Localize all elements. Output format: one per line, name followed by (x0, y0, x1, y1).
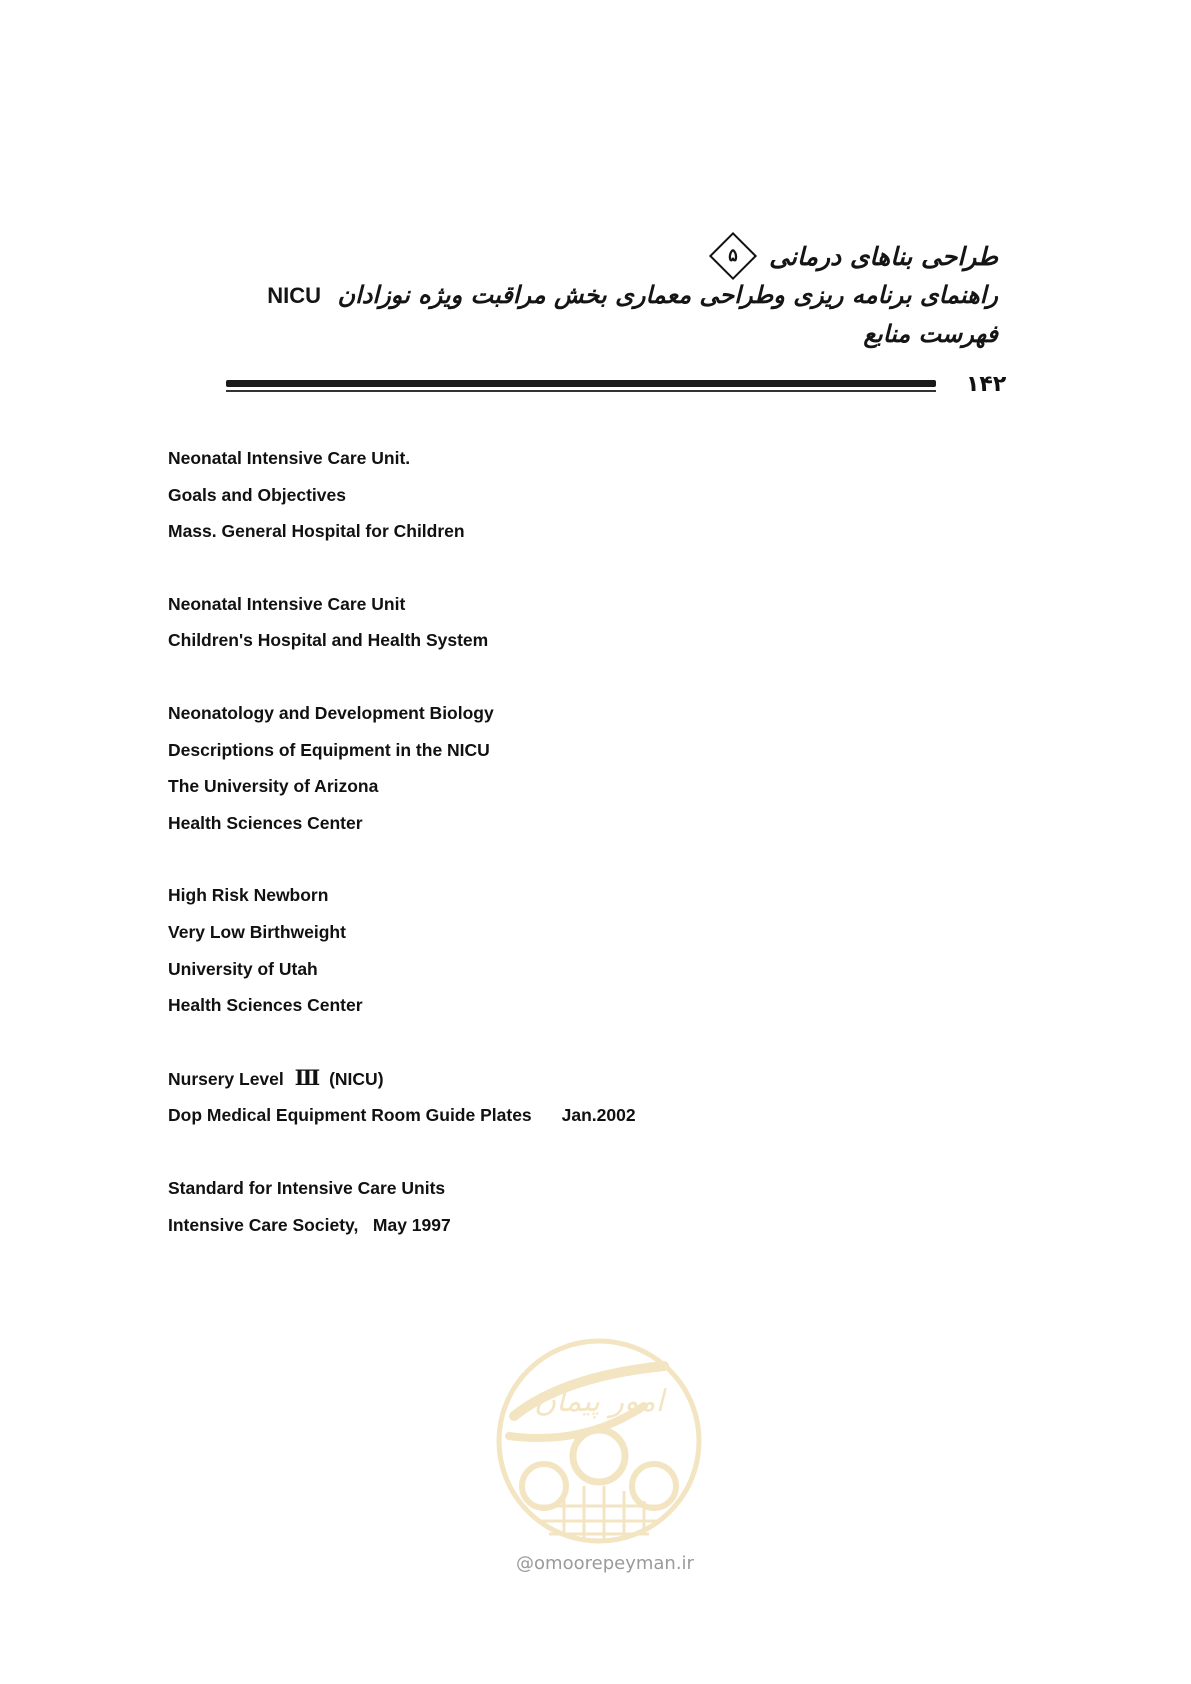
reference-line: Descriptions of Equipment in the NICU (168, 739, 490, 760)
reference-list (168, 440, 868, 1279)
reference-entry (168, 695, 868, 841)
reference-line: Goals and Objectives (168, 484, 346, 505)
reference-line-equipment (168, 1097, 868, 1134)
reference-line: Standard for Intensive Care Units (168, 1177, 446, 1198)
page-number: ۱۴۲ (966, 372, 1007, 397)
reference-entry (168, 1170, 868, 1243)
reference-line: Health Sciences Center (168, 812, 363, 833)
volume-badge (709, 231, 757, 279)
reference-entry (168, 440, 868, 550)
reference-entry (168, 1060, 868, 1134)
volume-number: ۵ (728, 244, 739, 266)
watermark-logo-icon (494, 1336, 704, 1566)
series-title-line (267, 238, 998, 276)
series-title: طراحی بناهای درمانی (769, 242, 998, 271)
reference-line: High Risk Newborn (168, 885, 329, 906)
nursery-suffix: (NICU) (329, 1068, 384, 1089)
equipment-date: Jan.2002 (561, 1105, 636, 1126)
watermark-site: @omoorepeyman.ir (516, 1553, 694, 1574)
reference-line: Health Sciences Center (168, 995, 363, 1016)
nursery-level: Ⅲ (294, 1064, 321, 1090)
reference-entry (168, 877, 868, 1023)
equipment-title: Dop Medical Equipment Room Guide Plates (168, 1105, 532, 1126)
reference-line: Intensive Care Society, May 1997 (168, 1214, 451, 1235)
reference-line-nursery (168, 1060, 868, 1098)
nursery-prefix: Nursery Level (168, 1068, 284, 1089)
reference-line: University of Utah (168, 958, 318, 979)
reference-entry (168, 586, 868, 659)
page-header (267, 238, 998, 353)
header-divider-thin (226, 390, 936, 392)
book-title-line (267, 276, 998, 315)
header-divider (226, 380, 936, 387)
reference-line: Mass. General Hospital for Children (168, 521, 465, 542)
reference-line: The University of Arizona (168, 776, 379, 797)
watermark-logo-text: امور پیمان (534, 1384, 664, 1419)
reference-line: Children's Hospital and Health System (168, 630, 489, 651)
book-title-tag: NICU (267, 283, 322, 308)
reference-line: Neonatal Intensive Care Unit (168, 593, 406, 614)
reference-line: Very Low Birthweight (168, 921, 346, 942)
book-title: راهنمای برنامه ریزی وطراحی معماری بخش مراقبت ویژه نوزادان (337, 280, 998, 309)
reference-line: Neonatology and Development Biology (168, 702, 494, 723)
reference-line: Neonatal Intensive Care Unit. (168, 448, 411, 468)
section-title: فهرست منابع (863, 319, 998, 348)
